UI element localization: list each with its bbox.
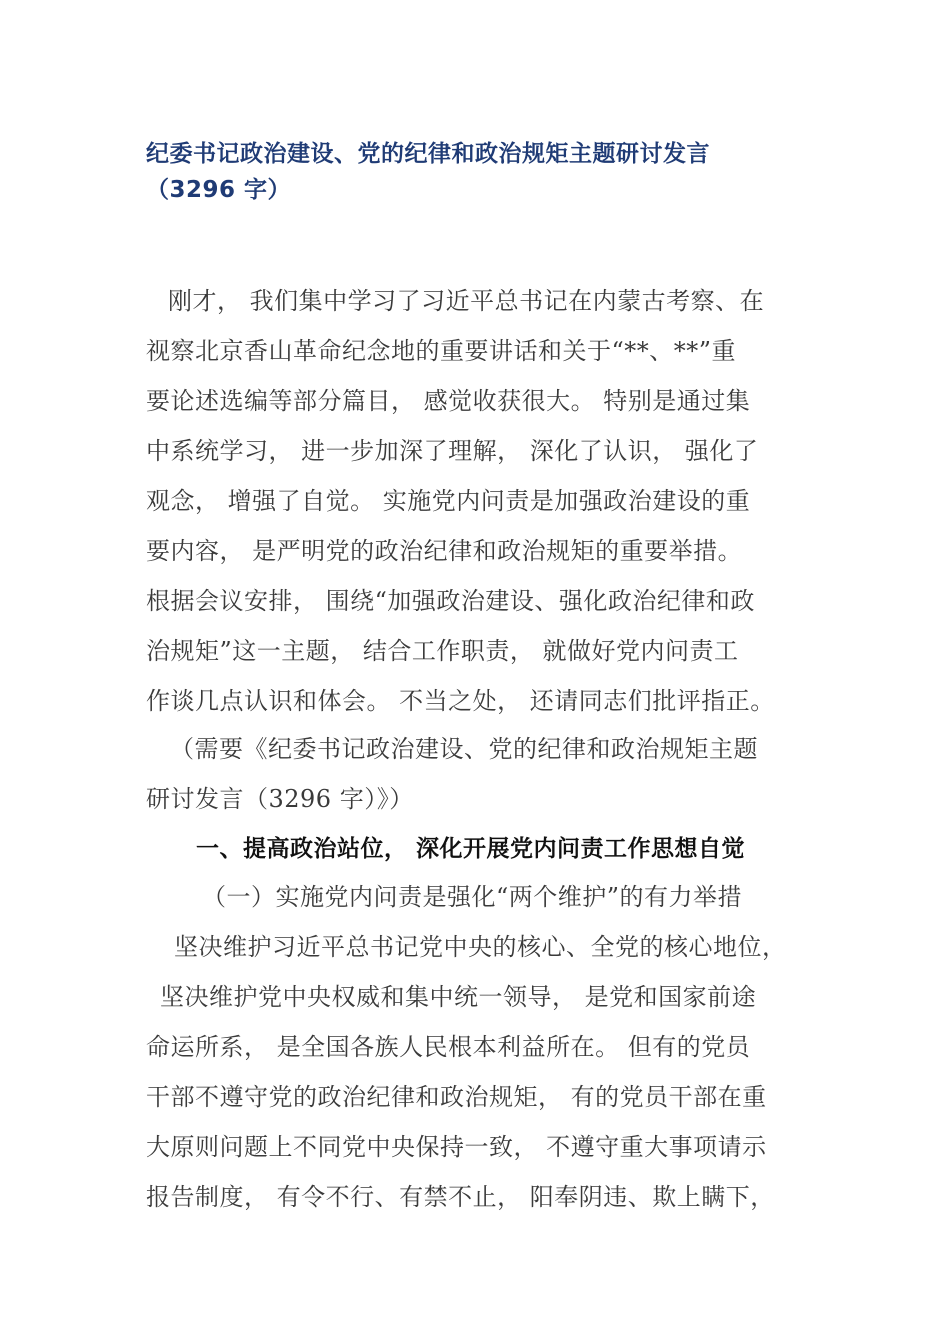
section-heading: 一、提高政治站位， 深化开展党内问责工作思想自觉 [196,836,746,862]
document-title [146,136,826,208]
body-line: 报告制度， 有令不行、有禁不止， 阳奉阴违、欺上瞒下， [146,1183,775,1211]
subsection-heading: （一）实施党内问责是强化“两个维护”的有力举措 [202,883,743,911]
body-line: 视察北京香山革命纪念地的重要讲话和关于“**、**”重 [146,337,737,365]
body-line: 治规矩”这一主题， 结合工作职责， 就做好党内问责工 [146,637,739,665]
body-line: 要内容， 是严明党的政治纪律和政治规矩的重要举措。 [146,537,743,565]
body-line: 观念， 增强了自觉。 实施党内问责是加强政治建设的重 [146,487,751,515]
body-line: 要论述选编等部分篇目， 感觉收获很大。 特别是通过集 [146,387,751,415]
body-line: 刚才， 我们集中学习了习近平总书记在内蒙古考察、在 [168,287,765,315]
body-line: 作谈几点认识和体会。 不当之处， 还请同志们批评指正。 [146,687,775,715]
body-line: 坚决维护习近平总书记党中央的核心、全党的核心地位， [174,933,787,961]
body-line: 根据会议安排， 围绕“加强政治建设、强化政治纪律和政 [146,587,755,615]
body-line: 坚决维护党中央权威和集中统一领导， 是党和国家前途 [160,983,757,1011]
body-line: 中系统学习， 进一步加深了理解， 深化了认识， 强化了 [146,437,759,465]
body-line: 命运所系， 是全国各族人民根本利益所在。 但有的党员 [146,1033,751,1061]
body-line: （需要《纪委书记政治建设、党的纪律和政治规矩主题 [170,735,758,763]
body-line: 干部不遵守党的政治纪律和政治规矩， 有的党员干部在重 [146,1083,767,1111]
title-line: 纪委书记政治建设、党的纪律和政治规矩主题研讨发言 [146,141,710,167]
title-line: （3296 字） [146,177,292,203]
body-line: 研讨发言（3296 字）》） [146,785,414,813]
body-line: 大原则问题上不同党中央保持一致， 不遵守重大事项请示 [146,1133,767,1161]
